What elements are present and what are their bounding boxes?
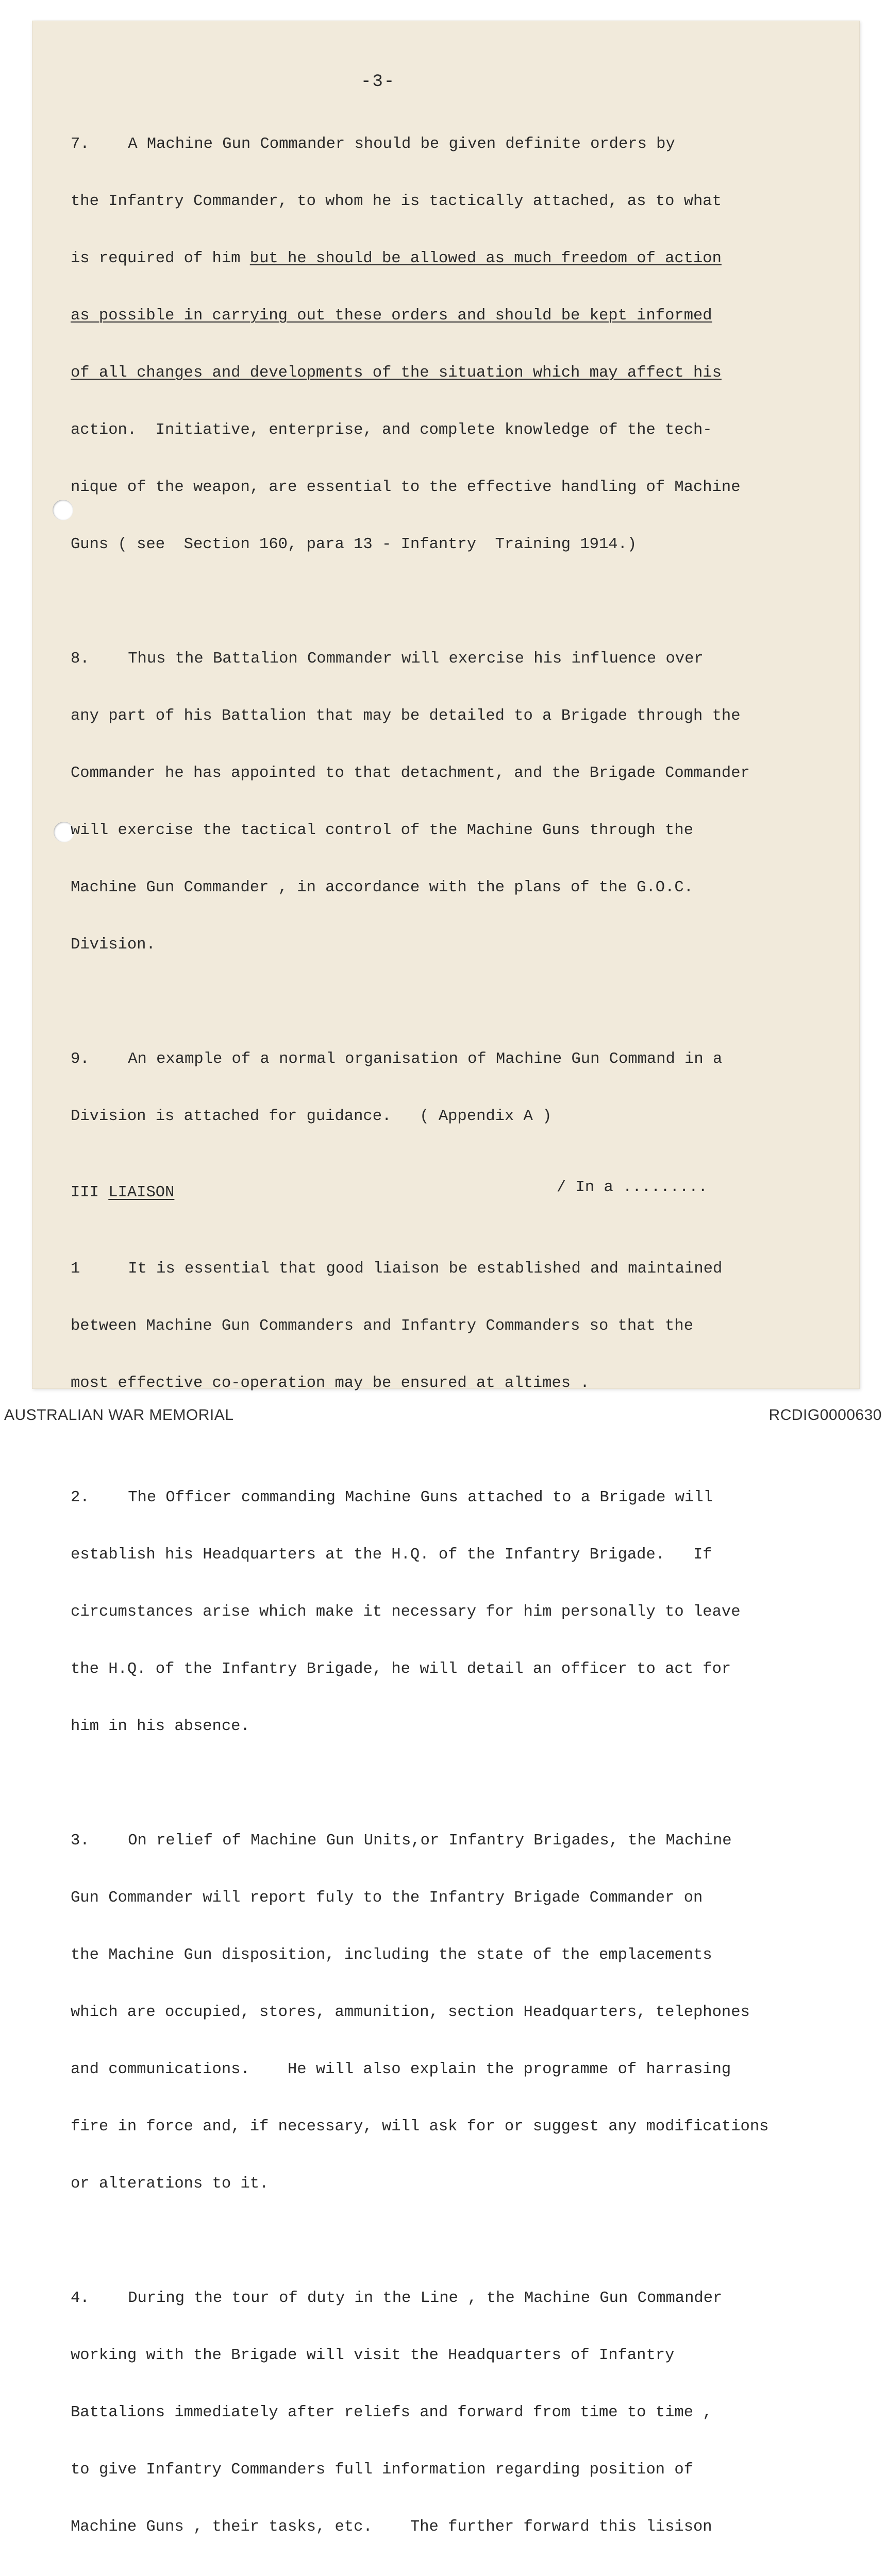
- liaison-paragraph-1: [71, 1222, 803, 1431]
- paragraph-line: or alterations to it.: [71, 2175, 269, 2193]
- liaison-paragraph-3: [71, 1793, 803, 2232]
- paragraph-line: to give Infantry Commanders full information regarding position of: [71, 2461, 693, 2479]
- paragraph-line: Division is attached for guidance. ( Appendix A ): [71, 1108, 552, 1125]
- paragraph-line: [71, 2575, 803, 2576]
- paragraph-number: 7.: [71, 135, 90, 153]
- paragraph-number: 9.: [71, 1050, 90, 1068]
- underlined-text: but he should be allowed as much freedom of action: [249, 250, 722, 267]
- paragraph-line: Machine Guns , their tasks, etc. The further forward this lisison: [71, 2518, 712, 2536]
- paragraph-line: the Machine Gun disposition, including the state of the emplacements: [71, 1946, 712, 1964]
- paragraph-7: [71, 97, 803, 592]
- paragraph-number: 8.: [71, 650, 90, 668]
- paragraph-number: 4.: [71, 2290, 90, 2307]
- paragraph-line: circumstances arise which make it necessary for him personally to leave: [71, 1603, 741, 1621]
- paragraph-line: Machine Gun Commander , in accordance with the plans of the G.O.C.: [71, 879, 693, 896]
- paragraph-line-underlined: is required of him but he should be allowed as much freedom of action: [71, 250, 722, 267]
- paragraph-line: fire in force and, if necessary, will ask for or suggest any modifications: [71, 2118, 769, 2136]
- paragraph-line: and communications. He will also explain the programme of harrasing: [71, 2061, 731, 2078]
- paragraph-line: working with the Brigade will visit the Headquarters of Infantry: [71, 2347, 675, 2364]
- paragraph-line-underlined: as possible in carrying out these orders and should be kept informed: [71, 307, 712, 325]
- paragraph-line: 2. The Officer commanding Machine Guns attached to a Brigade will: [71, 1489, 713, 1506]
- paragraph-line: 8. Thus the Battalion Commander will exercise his influence over: [71, 650, 704, 668]
- paragraph-line: Gun Commander will report fuly to the Infantry Brigade Commander on: [71, 1889, 703, 1907]
- punch-hole-top: [53, 500, 73, 520]
- document-body: [71, 97, 803, 2576]
- liaison-paragraph-4: [71, 2251, 803, 2576]
- paragraph-line: Guns ( see Section 160, para 13 - Infantry Training 1914.): [71, 536, 637, 553]
- paragraph-line: 3. On relief of Machine Gun Units,or Infantry Brigades, the Machine: [71, 1832, 732, 1850]
- paragraph-line: 7. A Machine Gun Commander should be given definite orders by: [71, 135, 675, 153]
- paragraph-line: most effective co-operation may be ensured at altimes .: [71, 1375, 590, 1392]
- paragraph-line: Battalions immediately after reliefs and forward from time to time ,: [71, 2404, 712, 2421]
- paragraph-line: Commander he has appointed to that detachment, and the Brigade Commander: [71, 765, 750, 782]
- paragraph-line: 9. An example of a normal organisation of Machine Gun Command in a: [71, 1050, 723, 1068]
- paragraph-line: Division.: [71, 936, 156, 954]
- paragraph-line: which are occupied, stores, ammunition, section Headquarters, telephones: [71, 2004, 750, 2021]
- paragraph-line: the H.Q. of the Infantry Brigade, he will detail an officer to act for: [71, 1660, 731, 1678]
- paragraph-line: 4. During the tour of duty in the Line , the Machine Gun Commander: [71, 2290, 723, 2307]
- section-title: LIAISON: [108, 1184, 175, 1201]
- paragraph-line: between Machine Gun Commanders and Infantry Commanders so that the: [71, 1317, 693, 1335]
- paragraph-8: [71, 612, 803, 993]
- section-roman: III: [71, 1184, 99, 1201]
- paragraph-line: him in his absence.: [71, 1718, 250, 1735]
- paragraph-number: 2.: [71, 1489, 90, 1506]
- footer-reference-id: RCDIG0000630: [768, 1406, 882, 1423]
- paragraph-line: nique of the weapon, are essential to the effective handling of Machine: [71, 479, 741, 496]
- paragraph-9: [71, 1012, 803, 1164]
- liaison-paragraph-2: [71, 1450, 803, 1774]
- paragraph-line-underlined: of all changes and developments of the situation which may affect his: [71, 364, 722, 382]
- continuation-marker: / In a .........: [557, 1179, 708, 1196]
- paragraph-number: 3.: [71, 1832, 90, 1850]
- paragraph-number: 1: [71, 1260, 80, 1278]
- paragraph-line: the Infantry Commander, to whom he is tactically attached, as to what: [71, 193, 722, 210]
- paragraph-line: establish his Headquarters at the H.Q. of the Infantry Brigade. If: [71, 1546, 712, 1564]
- page-number: -3-: [361, 72, 396, 92]
- paragraph-line: will exercise the tactical control of the Machine Guns through the: [71, 822, 693, 839]
- paragraph-line: any part of his Battalion that may be detailed to a Brigade through the: [71, 707, 741, 725]
- paragraph-line: 1 It is essential that good liaison be established and maintained: [71, 1260, 723, 1278]
- footer-institution: AUSTRALIAN WAR MEMORIAL: [4, 1406, 234, 1423]
- paragraph-line: action. Initiative, enterprise, and complete knowledge of the tech-: [71, 421, 712, 439]
